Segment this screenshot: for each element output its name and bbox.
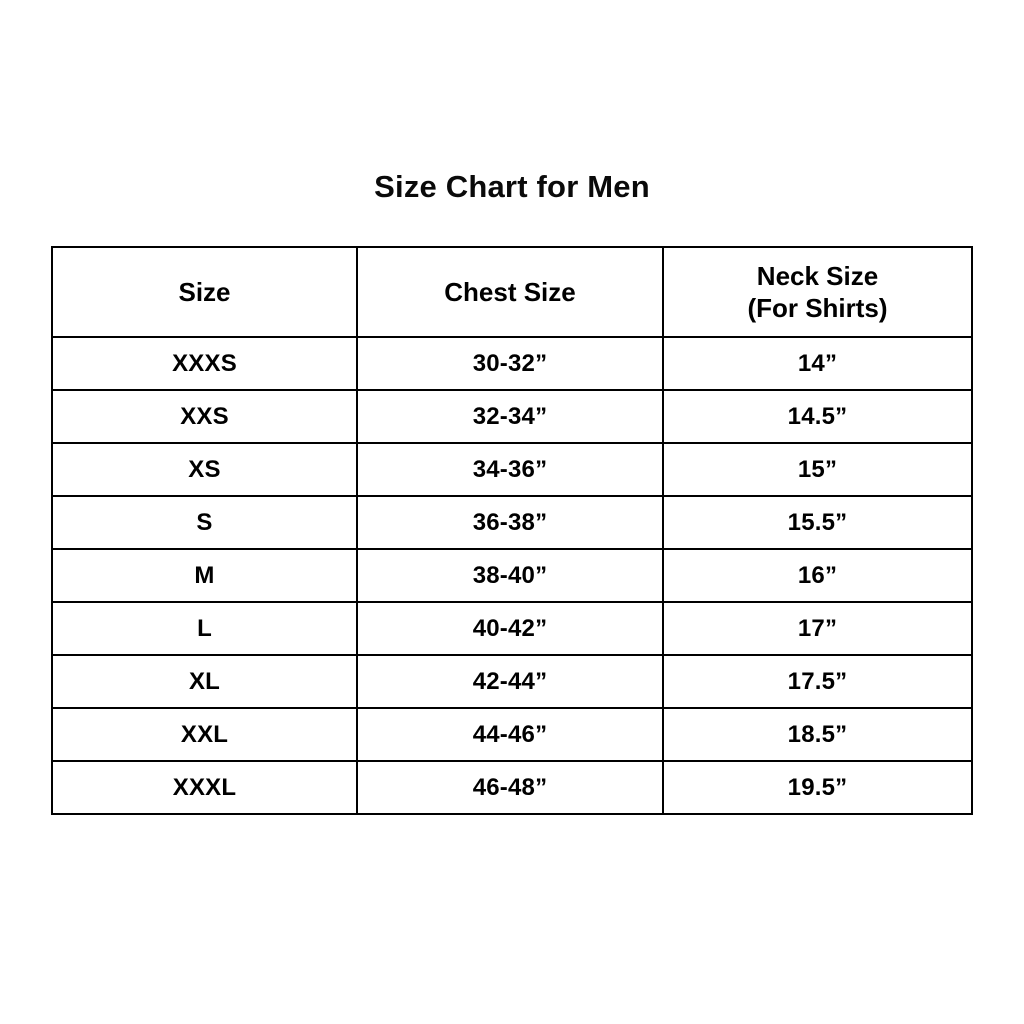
cell-neck-size: 15.5”: [663, 496, 972, 549]
table-header-row: [52, 247, 972, 337]
cell-neck-size: 14.5”: [663, 390, 972, 443]
cell-chest-size: 36-38”: [357, 496, 663, 549]
cell-chest-size: 30-32”: [357, 337, 663, 390]
cell-neck-size: 17.5”: [663, 655, 972, 708]
column-header-neck-size-line1: Neck Size: [756, 261, 879, 291]
cell-size: XS: [52, 443, 357, 496]
cell-chest-size: 44-46”: [357, 708, 663, 761]
cell-size: M: [52, 549, 357, 602]
cell-size: XXS: [52, 390, 357, 443]
cell-chest-size: 32-34”: [357, 390, 663, 443]
cell-chest-size: 46-48”: [357, 761, 663, 814]
cell-chest-size: 38-40”: [357, 549, 663, 602]
cell-size: XXL: [52, 708, 357, 761]
cell-chest-size: 40-42”: [357, 602, 663, 655]
table-row-xxs: [52, 390, 972, 443]
table-row-xxxs: [52, 337, 972, 390]
column-header-chest-size: Chest Size: [357, 247, 663, 337]
cell-size: L: [52, 602, 357, 655]
table-row-s: [52, 496, 972, 549]
page-title: Size Chart for Men: [374, 169, 650, 204]
cell-size: XXXS: [52, 337, 357, 390]
table-row-l: [52, 602, 972, 655]
cell-neck-size: 19.5”: [663, 761, 972, 814]
table-body: [52, 337, 972, 814]
column-header-size: Size: [52, 247, 357, 337]
cell-neck-size: 14”: [663, 337, 972, 390]
table-row-xxl: [52, 708, 972, 761]
cell-chest-size: 42-44”: [357, 655, 663, 708]
cell-size: XL: [52, 655, 357, 708]
cell-chest-size: 34-36”: [357, 443, 663, 496]
cell-neck-size: 16”: [663, 549, 972, 602]
table-row-xl: [52, 655, 972, 708]
table-row-xxxl: [52, 761, 972, 814]
cell-size: XXXL: [52, 761, 357, 814]
size-chart-table: [51, 246, 973, 815]
column-header-neck-size-line2: (For Shirts): [747, 293, 888, 323]
cell-neck-size: 18.5”: [663, 708, 972, 761]
table-row-m: [52, 549, 972, 602]
cell-neck-size: 15”: [663, 443, 972, 496]
cell-neck-size: 17”: [663, 602, 972, 655]
table-row-xs: [52, 443, 972, 496]
column-header-neck-size: [663, 247, 972, 337]
cell-size: S: [52, 496, 357, 549]
